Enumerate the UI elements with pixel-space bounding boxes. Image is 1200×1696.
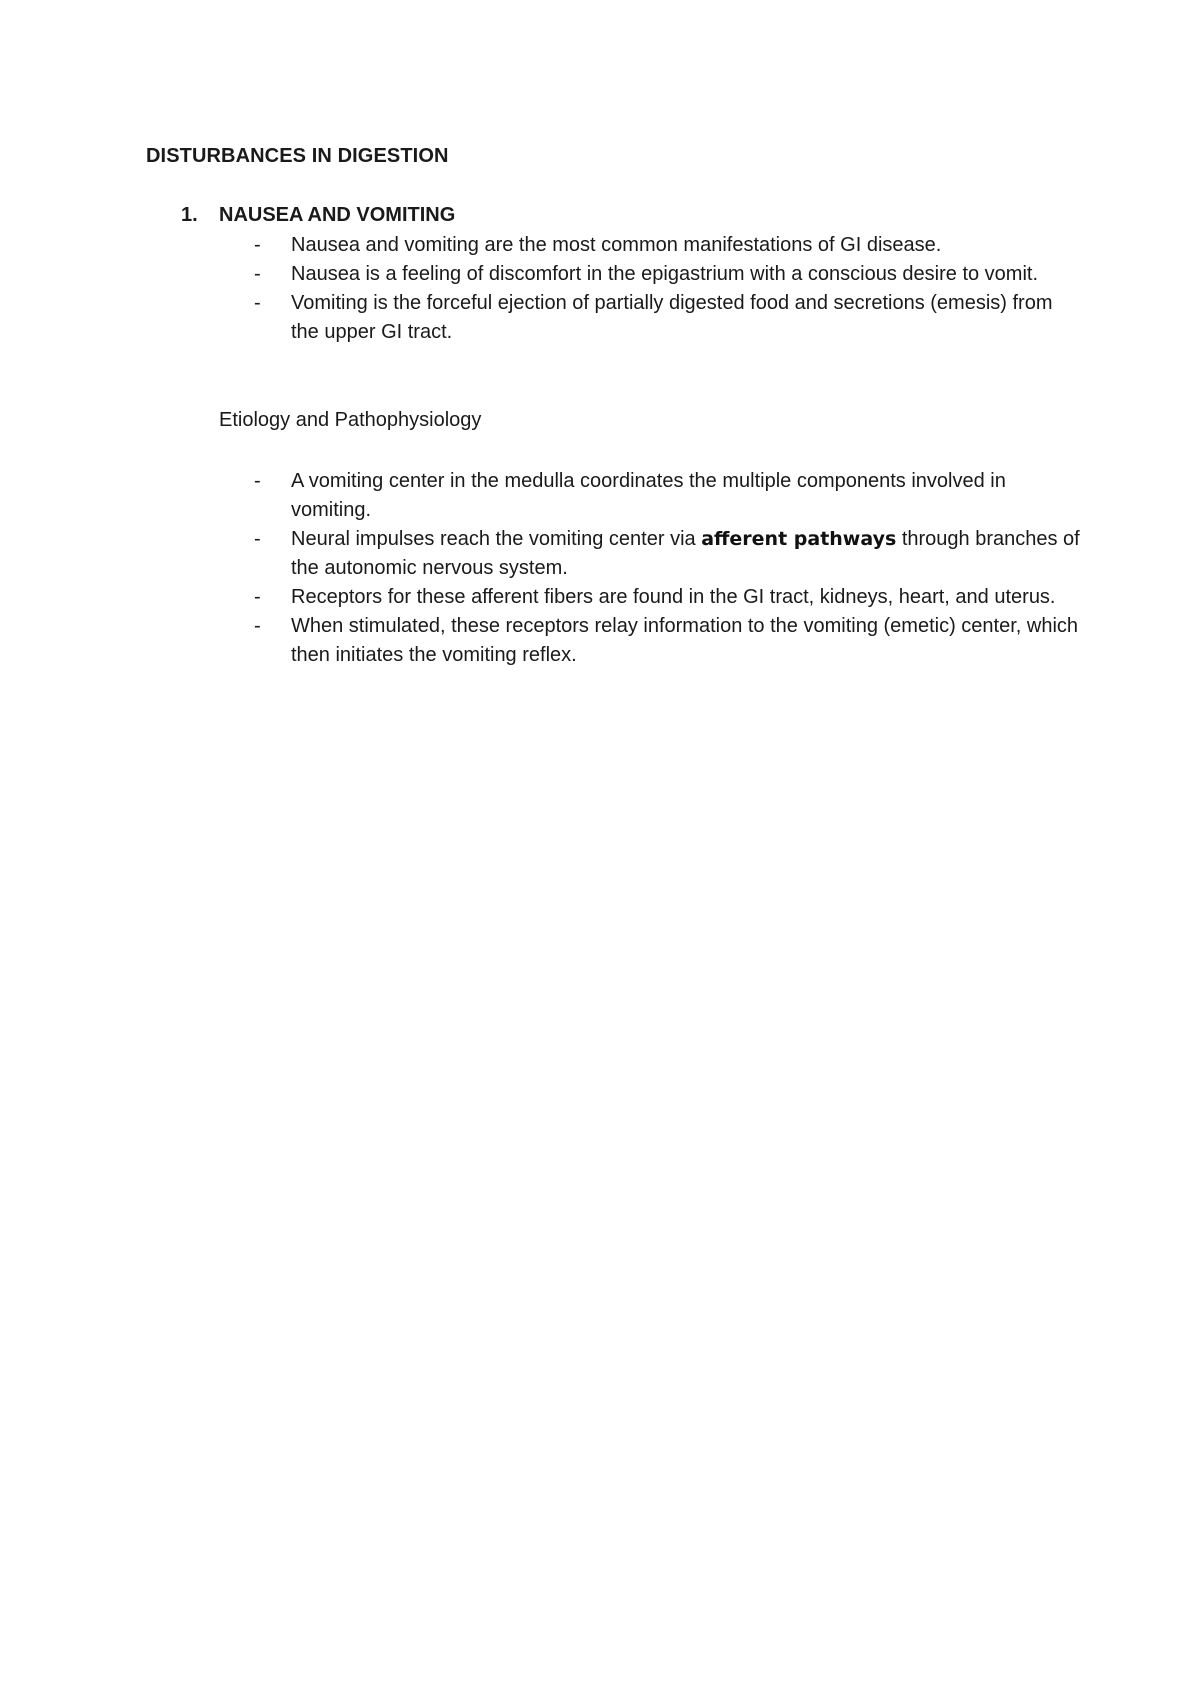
definition-list [254, 231, 1084, 347]
list-item [254, 583, 1084, 612]
dash-marker: - [254, 528, 261, 550]
list-item [254, 231, 1084, 260]
bold-term: afferent pathways [701, 528, 897, 550]
section-number: 1. [181, 204, 198, 226]
list-item-text [291, 528, 1080, 579]
list-item-text: Nausea is a feeling of discomfort in the epigastrium with a conscious desire to vomit. [291, 263, 1039, 285]
text-run: through branches of the autonomic nervous system. [291, 528, 1080, 579]
list-item [254, 467, 1084, 525]
list-item-text: Receptors for these afferent fibers are found in the GI tract, kidneys, heart, and uterus. [291, 586, 1056, 608]
dash-marker: - [254, 292, 261, 314]
list-item [254, 260, 1084, 289]
dash-marker: - [254, 470, 261, 492]
section-heading [181, 204, 455, 227]
list-item [254, 289, 1084, 347]
dash-marker: - [254, 615, 261, 637]
list-item [254, 525, 1084, 583]
text-run: Neural impulses reach the vomiting center via [291, 528, 702, 550]
dash-marker: - [254, 263, 261, 285]
subsection-heading: Etiology and Pathophysiology [219, 409, 482, 431]
etiology-list [254, 467, 1084, 670]
section-title: NAUSEA AND VOMITING [219, 204, 456, 226]
dash-marker: - [254, 234, 261, 256]
list-item-text: When stimulated, these receptors relay information to the vomiting (emetic) center, which then initiates the vomiting reflex. [291, 615, 1079, 666]
list-item [254, 612, 1084, 670]
dash-marker: - [254, 586, 261, 608]
list-item-text: Nausea and vomiting are the most common manifestations of GI disease. [291, 234, 942, 256]
list-item-text: Vomiting is the forceful ejection of partially digested food and secretions (emesis) from the upper GI tract. [291, 292, 1053, 343]
document-title: DISTURBANCES IN DIGESTION [146, 145, 449, 167]
list-item-text: A vomiting center in the medulla coordinates the multiple components involved in vomiting. [291, 470, 1006, 521]
